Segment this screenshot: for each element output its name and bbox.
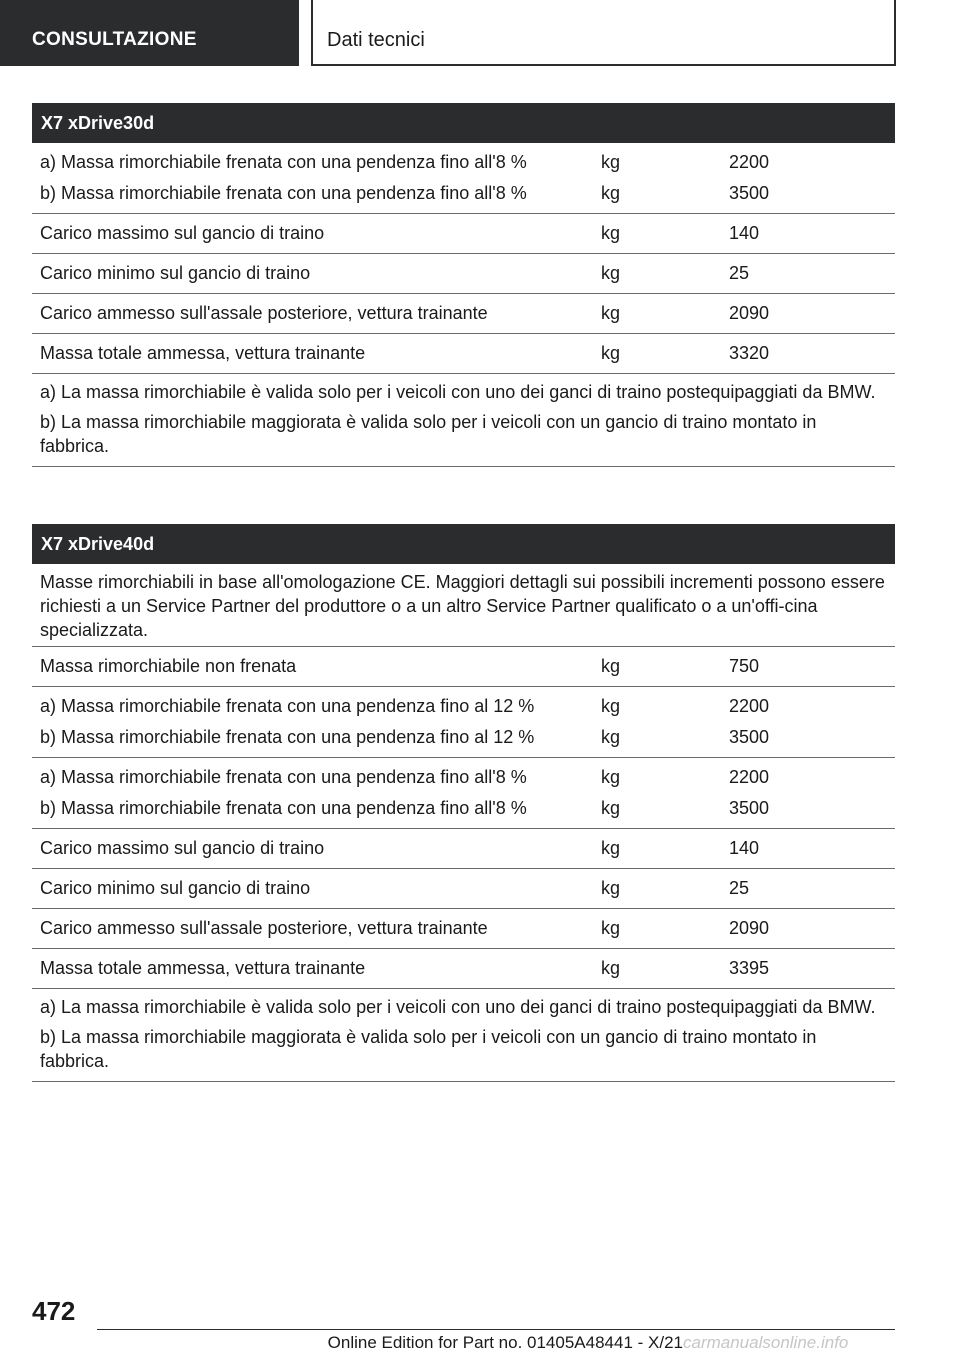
row-unit: kg bbox=[601, 343, 621, 363]
row-unit: kg bbox=[601, 918, 621, 938]
note-b: b) La massa rimorchiabile maggiorata è valida solo per i veicoli con un gancio di traino montato in fabbrica. bbox=[40, 412, 817, 456]
table-row bbox=[32, 869, 895, 909]
chapter-tab bbox=[311, 0, 896, 66]
watermark: carmanualsonline.info bbox=[683, 1333, 849, 1352]
row-label: Carico ammesso sull'assale posteriore, vettura trainante bbox=[40, 303, 488, 323]
table-line bbox=[32, 691, 895, 722]
table-line bbox=[32, 833, 895, 864]
row-value: 3500 bbox=[729, 727, 770, 747]
row-unit: kg bbox=[601, 838, 621, 858]
row-unit: kg bbox=[601, 263, 621, 283]
row-value: 3500 bbox=[729, 183, 770, 203]
spec-table-xdrive30d bbox=[32, 103, 895, 467]
row-value: 2200 bbox=[729, 696, 770, 716]
chapter-label: Dati tecnici bbox=[327, 29, 425, 51]
table-line bbox=[32, 147, 895, 178]
row-value: 2090 bbox=[729, 918, 770, 938]
page-number: 472 bbox=[32, 1296, 76, 1326]
row-value: 140 bbox=[729, 838, 760, 858]
row-label: Carico massimo sul gancio di traino bbox=[40, 223, 325, 243]
table-row bbox=[32, 334, 895, 374]
row-unit: kg bbox=[601, 767, 621, 787]
section-tab bbox=[0, 0, 299, 66]
table-notes bbox=[32, 374, 895, 467]
table-row bbox=[32, 909, 895, 949]
row-unit: kg bbox=[601, 958, 621, 978]
row-unit: kg bbox=[601, 152, 621, 172]
row-unit: kg bbox=[601, 878, 621, 898]
table-intro bbox=[32, 564, 895, 647]
table-row bbox=[32, 143, 895, 214]
table-line bbox=[32, 298, 895, 329]
table-row bbox=[32, 214, 895, 254]
row-value: 140 bbox=[729, 223, 760, 243]
row-unit: kg bbox=[601, 183, 621, 203]
table-line bbox=[32, 218, 895, 249]
table-line bbox=[32, 793, 895, 824]
row-value: 750 bbox=[729, 656, 760, 676]
table-row bbox=[32, 949, 895, 989]
table-row bbox=[32, 758, 895, 829]
table-row bbox=[32, 294, 895, 334]
table-line bbox=[32, 913, 895, 944]
table-line bbox=[32, 762, 895, 793]
table-row bbox=[32, 647, 895, 687]
row-value: 2090 bbox=[729, 303, 770, 323]
row-label: b) Massa rimorchiabile frenata con una pendenza fino al 12 % bbox=[40, 727, 535, 747]
row-unit: kg bbox=[601, 303, 621, 323]
row-value: 3320 bbox=[729, 343, 770, 363]
table-title: X7 xDrive40d bbox=[32, 524, 895, 564]
row-unit: kg bbox=[601, 798, 621, 818]
row-label: a) Massa rimorchiabile frenata con una pendenza fino al 12 % bbox=[40, 696, 535, 716]
table-line bbox=[32, 651, 895, 682]
table-title: X7 xDrive30d bbox=[32, 103, 895, 143]
row-unit: kg bbox=[601, 223, 621, 243]
row-label: Carico ammesso sull'assale posteriore, vettura trainante bbox=[40, 918, 488, 938]
row-value: 3395 bbox=[729, 958, 770, 978]
row-label: a) Massa rimorchiabile frenata con una pendenza fino all'8 % bbox=[40, 152, 527, 172]
table-row bbox=[32, 829, 895, 869]
row-label: Massa rimorchiabile non frenata bbox=[40, 656, 297, 676]
section-label: CONSULTAZIONE bbox=[32, 29, 197, 50]
row-label: b) Massa rimorchiabile frenata con una pendenza fino all'8 % bbox=[40, 183, 527, 203]
table-notes bbox=[32, 989, 895, 1082]
row-unit: kg bbox=[601, 696, 621, 716]
row-label: Massa totale ammessa, vettura trainante bbox=[40, 958, 366, 978]
table-row bbox=[32, 254, 895, 294]
row-value: 25 bbox=[729, 878, 750, 898]
table-line bbox=[32, 953, 895, 984]
table-line bbox=[32, 178, 895, 209]
table-line bbox=[32, 873, 895, 904]
row-label: a) Massa rimorchiabile frenata con una pendenza fino all'8 % bbox=[40, 767, 527, 787]
row-label: Carico minimo sul gancio di traino bbox=[40, 263, 311, 283]
table-line bbox=[32, 258, 895, 289]
spec-table-xdrive40d bbox=[32, 524, 895, 1082]
row-unit: kg bbox=[601, 656, 621, 676]
row-label: Massa totale ammessa, vettura trainante bbox=[40, 343, 366, 363]
table-line bbox=[32, 338, 895, 369]
table-row bbox=[32, 687, 895, 758]
row-value: 2200 bbox=[729, 152, 770, 172]
row-label: b) Massa rimorchiabile frenata con una pendenza fino all'8 % bbox=[40, 798, 527, 818]
note-a: a) La massa rimorchiabile è valida solo per i veicoli con uno dei ganci di traino postequipaggiati da BMW. bbox=[40, 382, 876, 402]
note-b: b) La massa rimorchiabile maggiorata è valida solo per i veicoli con un gancio di traino montato in fabbrica. bbox=[40, 1027, 817, 1071]
row-label: Carico minimo sul gancio di traino bbox=[40, 878, 311, 898]
row-value: 25 bbox=[729, 263, 750, 283]
edition-text: Online Edition for Part no. 01405A48441 - X/21 bbox=[327, 1333, 683, 1352]
row-value: 2200 bbox=[729, 767, 770, 787]
table-line bbox=[32, 722, 895, 753]
note-a: a) La massa rimorchiabile è valida solo per i veicoli con uno dei ganci di traino postequipaggiati da BMW. bbox=[40, 997, 876, 1017]
row-value: 3500 bbox=[729, 798, 770, 818]
row-label: Carico massimo sul gancio di traino bbox=[40, 838, 325, 858]
intro-text: Masse rimorchiabili in base all'omologazione CE. Maggiori dettagli sui possibili incrementi possono essere richiesti a un Service Partner del produttore o a un altro Service Partner qualificato o a un'offi-cina specializzata. bbox=[40, 572, 885, 640]
row-unit: kg bbox=[601, 727, 621, 747]
